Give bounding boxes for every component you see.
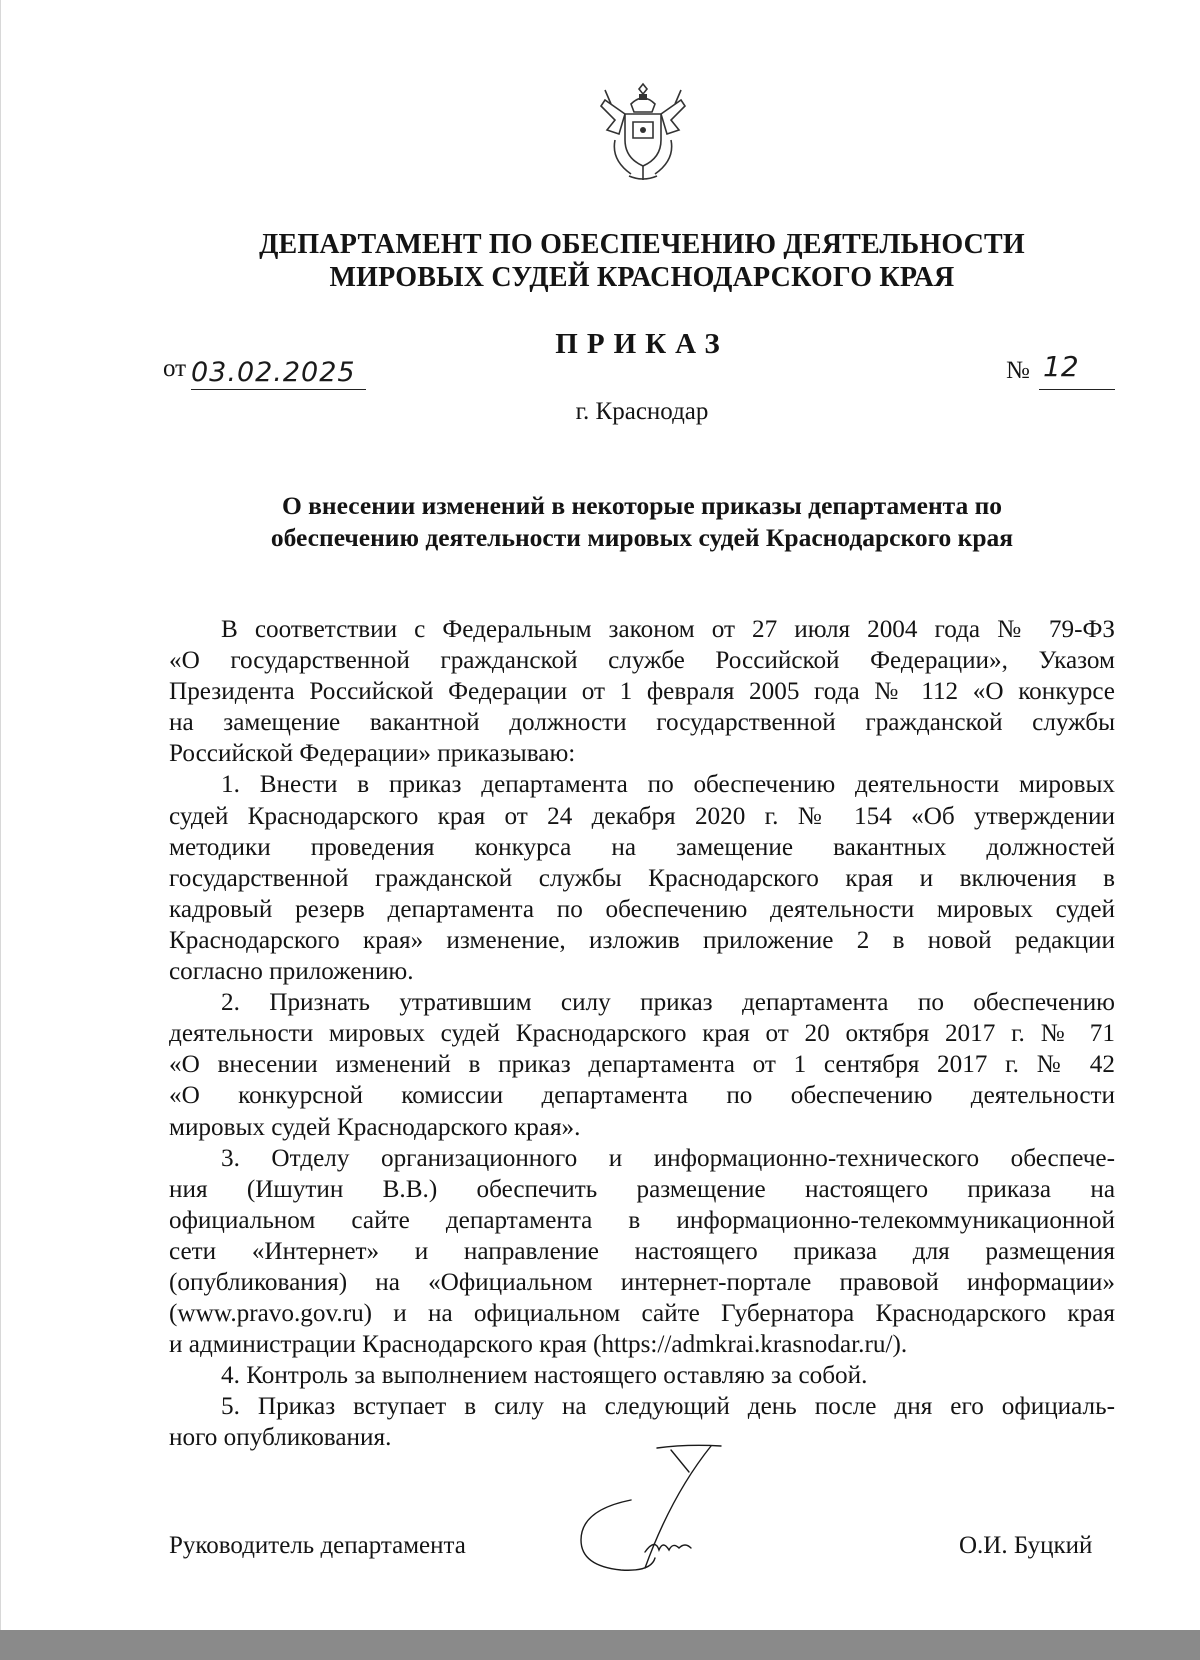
- body-line: В соответствии с Федеральным законом от 27 июля 2004 года № 79-ФЗ: [221, 616, 1115, 643]
- body-line: методики проведения конкурса на замещение вакантных должностей: [169, 833, 1115, 861]
- body-line: государственной гражданской службы Краснодарского края и включения в: [169, 864, 1115, 892]
- body-line: (www.pravo.gov.ru) и на официальном сайте Губернатора Краснодарского края: [169, 1300, 1115, 1328]
- body-line: и администрации Краснодарского края (https://admkrai.krasnodar.ru/).: [169, 1331, 908, 1359]
- handwritten-date: 03.02.2025: [191, 357, 356, 388]
- body-line: 3. Отделу организационного и информационно-технического обеспече-: [221, 1144, 1115, 1172]
- number-underline: [1039, 389, 1115, 390]
- signatory-name: О.И. Буцкий: [959, 1532, 1093, 1559]
- date-underline: [191, 389, 366, 390]
- body-line: официальном сайте департамента в информационно-телекоммуникационной: [169, 1206, 1115, 1234]
- body-line: (опубликования) на «Официальном интернет-портале правовой информации»: [169, 1268, 1115, 1296]
- document-type: ПРИКАЗ: [555, 328, 729, 360]
- document-title-line1: О внесении изменений в некоторые приказы департамента по: [281, 491, 1003, 520]
- body-line: деятельности мировых судей Краснодарского края от 20 октября 2017 г. № 71: [169, 1020, 1115, 1048]
- body-line: на замещение вакантной должности государственной гражданской службы: [169, 709, 1115, 737]
- organization-name-line1: ДЕПАРТАМЕНТ ПО ОБЕСПЕЧЕНИЮ ДЕЯТЕЛЬНОСТИ: [259, 229, 1025, 260]
- body-line: 5. Приказ вступает в силу на следующий день после дня его официаль-: [221, 1393, 1115, 1421]
- city: г. Краснодар: [575, 398, 709, 425]
- body-line: «О конкурсной комиссии департамента по обеспечению деятельности: [169, 1082, 1115, 1110]
- handwritten-signature: [561, 1440, 751, 1580]
- body-line: ния (Ишутин В.В.) обеспечить размещение настоящего приказа на: [169, 1175, 1115, 1203]
- date-prefix: от: [163, 355, 187, 382]
- organization-name-line2: МИРОВЫХ СУДЕЙ КРАСНОДАРСКОГО КРАЯ: [329, 262, 955, 293]
- body-line: 1. Внести в приказ департамента по обеспечению деятельности мировых: [221, 771, 1115, 799]
- coat-of-arms-icon: [595, 80, 691, 184]
- body-line: «О внесении изменений в приказ департамента от 1 сентября 2017 г. № 42: [169, 1051, 1115, 1079]
- body-line: судей Краснодарского края от 24 декабря 2020 г. № 154 «Об утверждении: [169, 802, 1115, 830]
- body-line: сети «Интернет» и направление настоящего приказа для размещения: [169, 1237, 1115, 1265]
- body-line: ного опубликования.: [169, 1424, 392, 1452]
- body-line: 4. Контроль за выполнением настоящего оставляю за собой.: [221, 1362, 868, 1390]
- document-title-line2: обеспечению деятельности мировых судей Краснодарского края: [270, 523, 1014, 552]
- body-line: кадровый резерв департамента по обеспечению деятельности мировых судей: [169, 895, 1115, 923]
- body-line: мировых судей Краснодарского края».: [169, 1113, 581, 1141]
- body-line: Краснодарского края» изменение, изложив приложение 2 в новой редакции: [169, 926, 1115, 954]
- body-line: Российской Федерации» приказываю:: [169, 740, 576, 768]
- document-body: [169, 614, 1115, 1454]
- body-line: согласно приложению.: [169, 958, 414, 986]
- number-label: №: [1006, 357, 1030, 384]
- body-line: «О государственной гражданской службе Российской Федерации», Указом: [169, 647, 1115, 675]
- signatory-position: Руководитель департамента: [169, 1532, 466, 1559]
- handwritten-number: 12: [1043, 350, 1079, 383]
- body-line: 2. Признать утратившим силу приказ департамента по обеспечению: [221, 989, 1115, 1017]
- body-line: Президента Российской Федерации от 1 февраля 2005 года № 112 «О конкурсе: [169, 678, 1115, 706]
- scan-bottom-edge: [0, 1630, 1200, 1660]
